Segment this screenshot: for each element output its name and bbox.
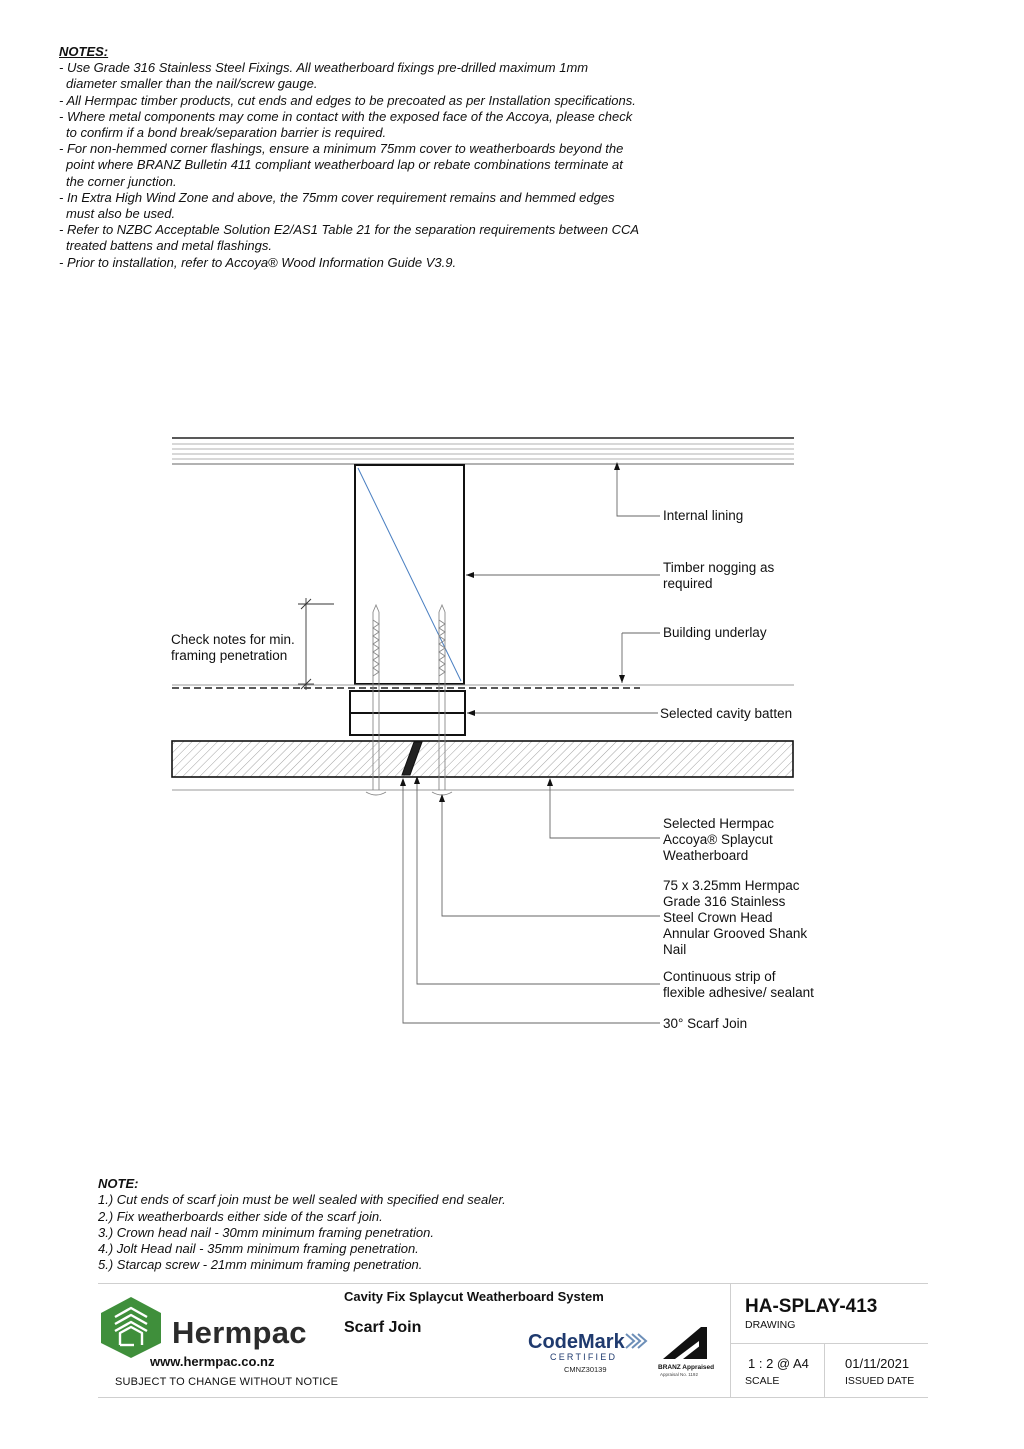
note-line: treated battens and metal flashings. (66, 238, 272, 254)
nail-label: Annular Grooved Shank (663, 926, 808, 941)
weatherboard-label: Selected Hermpac (663, 816, 775, 831)
scale-label: SCALE (745, 1375, 780, 1387)
nail-label: 75 x 3.25mm Hermpac (663, 878, 800, 893)
note-line: - Prior to installation, refer to Accoya® Wood Information Guide V3.9. (59, 254, 457, 270)
logo-wordmark: Hermpac (172, 1315, 307, 1350)
drawing-number: HA-SPLAY-413 (745, 1296, 878, 1317)
issued-date-value: 01/11/2021 (845, 1356, 910, 1371)
internal-lining-label: Internal lining (663, 508, 744, 523)
website-link[interactable]: www.hermpac.co.nz (150, 1354, 275, 1369)
note-line: - Use Grade 316 Stainless Steel Fixings. All weatherboard fixings pre-drilled maximum 1mm (59, 60, 589, 76)
title-block (98, 1283, 928, 1398)
issued-date-label: ISSUED DATE (845, 1375, 915, 1387)
weatherboard (172, 741, 794, 790)
hermpac-logo (98, 1295, 318, 1355)
nail-label: Nail (663, 942, 687, 957)
adhesive-label: flexible adhesive/ sealant (663, 985, 814, 1000)
hermpac-logo-icon (98, 1295, 164, 1359)
note-line: diameter smaller than the nail/screw gauge. (66, 76, 318, 92)
codemark-certified-logo (526, 1329, 651, 1379)
penetration-dimension (298, 598, 334, 690)
note-line: 5.) Starcap screw - 21mm minimum framing penetration. (98, 1257, 423, 1273)
divider (824, 1343, 825, 1398)
note-line: - Refer to NZBC Acceptable Solution E2/AS1 Table 21 for the separation requirements between CCA (59, 222, 640, 238)
divider (98, 1397, 928, 1398)
system-title: Cavity Fix Splaycut Weatherboard System (344, 1289, 604, 1304)
check-notes-label: Check notes for min. (171, 632, 295, 647)
check-notes-label: framing penetration (171, 648, 288, 663)
drawing-title: Scarf Join (344, 1319, 422, 1336)
scarf-join-notes (98, 1176, 698, 1274)
branz-text: BRANZ Appraised (658, 1364, 715, 1371)
disclaimer: SUBJECT TO CHANGE WITHOUT NOTICE (115, 1376, 339, 1388)
nail-label: Steel Crown Head (663, 910, 773, 925)
note-line: the corner junction. (66, 173, 177, 189)
note-line: - In Extra High Wind Zone and above, the 75mm cover requirement remains and hemmed edges (59, 189, 615, 205)
drawing-number-label: DRAWING (745, 1319, 796, 1331)
nail-label: Grade 316 Stainless (663, 894, 786, 909)
divider (730, 1283, 731, 1398)
timber-nogging-label: required (663, 576, 713, 591)
note-line: to confirm if a bond break/separation barrier is required. (66, 125, 387, 141)
scarf-join-section-drawing (0, 420, 1024, 1060)
timber-nogging (355, 465, 464, 684)
building-underlay (172, 685, 794, 688)
note-line: 2.) Fix weatherboards either side of the scarf join. (98, 1208, 383, 1224)
note-line: - For non-hemmed corner flashings, ensure a minimum 75mm cover to weatherboards beyond the (59, 141, 624, 157)
note-line: 1.) Cut ends of scarf join must be well sealed with specified end sealer. (98, 1192, 506, 1208)
note-line: - Where metal components may come in contact with the exposed face of the Accoya, please check (59, 108, 633, 124)
divider (730, 1343, 928, 1344)
adhesive-label: Continuous strip of (663, 969, 776, 984)
cavity-batten-label: Selected cavity batten (660, 706, 793, 721)
codemark-certified-text: CERTIFIED (550, 1352, 618, 1362)
codemark-number: CMNZ30139 (564, 1365, 607, 1374)
branz-number: Appraisal No. 1192 (660, 1372, 698, 1377)
weatherboard-label: Weatherboard (663, 848, 749, 863)
scarf-join-label: 30° Scarf Join (663, 1016, 748, 1031)
divider (98, 1283, 928, 1284)
cavity-batten (350, 691, 465, 735)
note-line: 4.) Jolt Head nail - 35mm minimum framing penetration. (98, 1241, 419, 1257)
note-line: - All Hermpac timber products, cut ends and edges to be precoated as per Installation specifications. (59, 92, 636, 108)
internal-lining (172, 438, 794, 464)
note-line: point where BRANZ Bulletin 411 compliant weatherboard lap or rebate combinations terminate at (66, 157, 623, 173)
scale-value: 1 : 2 @ A4 (748, 1356, 809, 1371)
branz-appraised-logo (657, 1325, 719, 1381)
note-line: must also be used. (66, 206, 176, 222)
notes-heading: NOTES: (59, 44, 109, 59)
codemark-wordmark: CodeMark (528, 1331, 625, 1353)
note-heading: NOTE: (98, 1176, 139, 1191)
timber-nogging-label: Timber nogging as (663, 560, 775, 575)
general-notes (59, 44, 719, 271)
note-line: 3.) Crown head nail - 30mm minimum framing penetration. (98, 1224, 434, 1240)
weatherboard-label: Accoya® Splaycut (663, 832, 773, 847)
building-underlay-label: Building underlay (663, 625, 767, 640)
